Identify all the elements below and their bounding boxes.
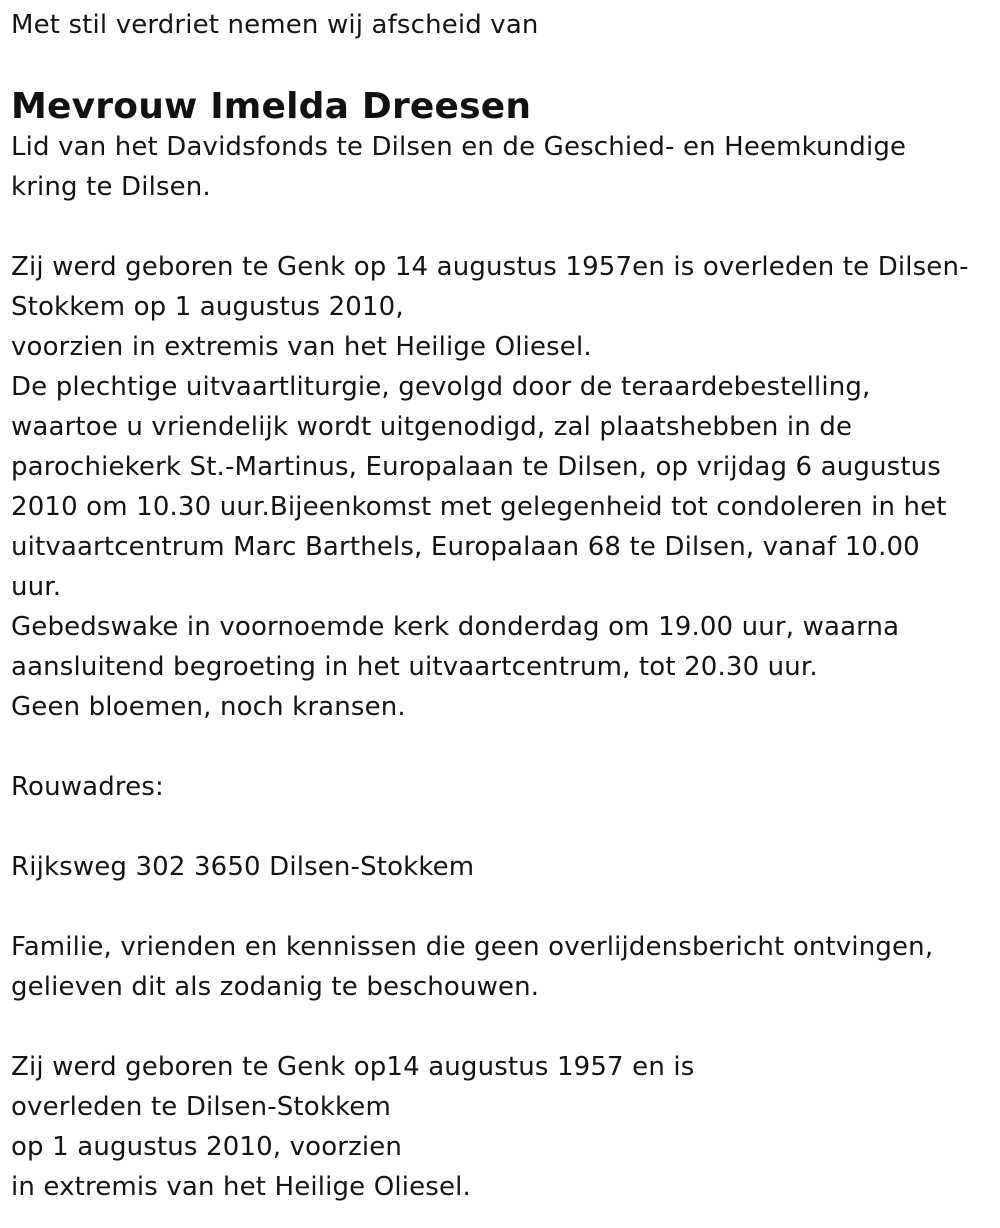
deceased-name: Mevrouw Imelda Dreesen: [11, 86, 532, 127]
announcement-line: Geen bloemen, noch kransen.: [11, 692, 406, 722]
spacer: [11, 727, 991, 767]
announcement-line: aansluitend begroeting in het uitvaartcentrum, tot 20.30 uur.: [11, 652, 818, 682]
closing-line: Zij werd geboren te Genk op14 augustus 1957 en is: [11, 1052, 695, 1082]
membership-line: Lid van het Davidsfonds te Dilsen en de Geschied- en Heemkundige: [11, 132, 907, 162]
spacer: [11, 207, 991, 247]
announcement-line: uitvaartcentrum Marc Barthels, Europalaan 68 te Dilsen, vanaf 10.00: [11, 532, 920, 562]
intro-line: Met stil verdriet nemen wij afscheid van: [11, 10, 539, 40]
announcement-line: Stokkem op 1 augustus 2010,: [11, 292, 404, 322]
announcement-line: Zij werd geboren te Genk op 14 augustus 1957en is overleden te Dilsen-: [11, 252, 969, 282]
closing-line: in extremis van het Heilige Oliesel.: [11, 1172, 471, 1202]
announcement-line: voorzien in extremis van het Heilige Oliesel.: [11, 332, 592, 362]
spacer: [11, 45, 991, 85]
spacer: [11, 1007, 991, 1047]
spacer: [11, 807, 991, 847]
mourning-address: Rijksweg 302 3650 Dilsen-Stokkem: [11, 852, 475, 882]
notice-line: Familie, vrienden en kennissen die geen overlijdensbericht ontvingen,: [11, 932, 934, 962]
announcement-line: De plechtige uitvaartliturgie, gevolgd door de teraardebestelling,: [11, 372, 871, 402]
spacer: [11, 887, 991, 927]
announcement-line: Gebedswake in voornoemde kerk donderdag om 19.00 uur, waarna: [11, 612, 900, 642]
announcement-line: waartoe u vriendelijk wordt uitgenodigd, zal plaatshebben in de: [11, 412, 853, 442]
closing-line: overleden te Dilsen-Stokkem: [11, 1092, 391, 1122]
notice-line: gelieven dit als zodanig te beschouwen.: [11, 972, 540, 1002]
membership-line: kring te Dilsen.: [11, 172, 211, 202]
obituary-notice: [11, 0, 991, 1207]
announcement-line: 2010 om 10.30 uur.Bijeenkomst met gelegenheid tot condoleren in het: [11, 492, 947, 522]
address-label: Rouwadres:: [11, 772, 164, 802]
announcement-line: parochiekerk St.-Martinus, Europalaan te Dilsen, op vrijdag 6 augustus: [11, 452, 941, 482]
closing-line: op 1 augustus 2010, voorzien: [11, 1132, 403, 1162]
announcement-line: uur.: [11, 572, 62, 602]
